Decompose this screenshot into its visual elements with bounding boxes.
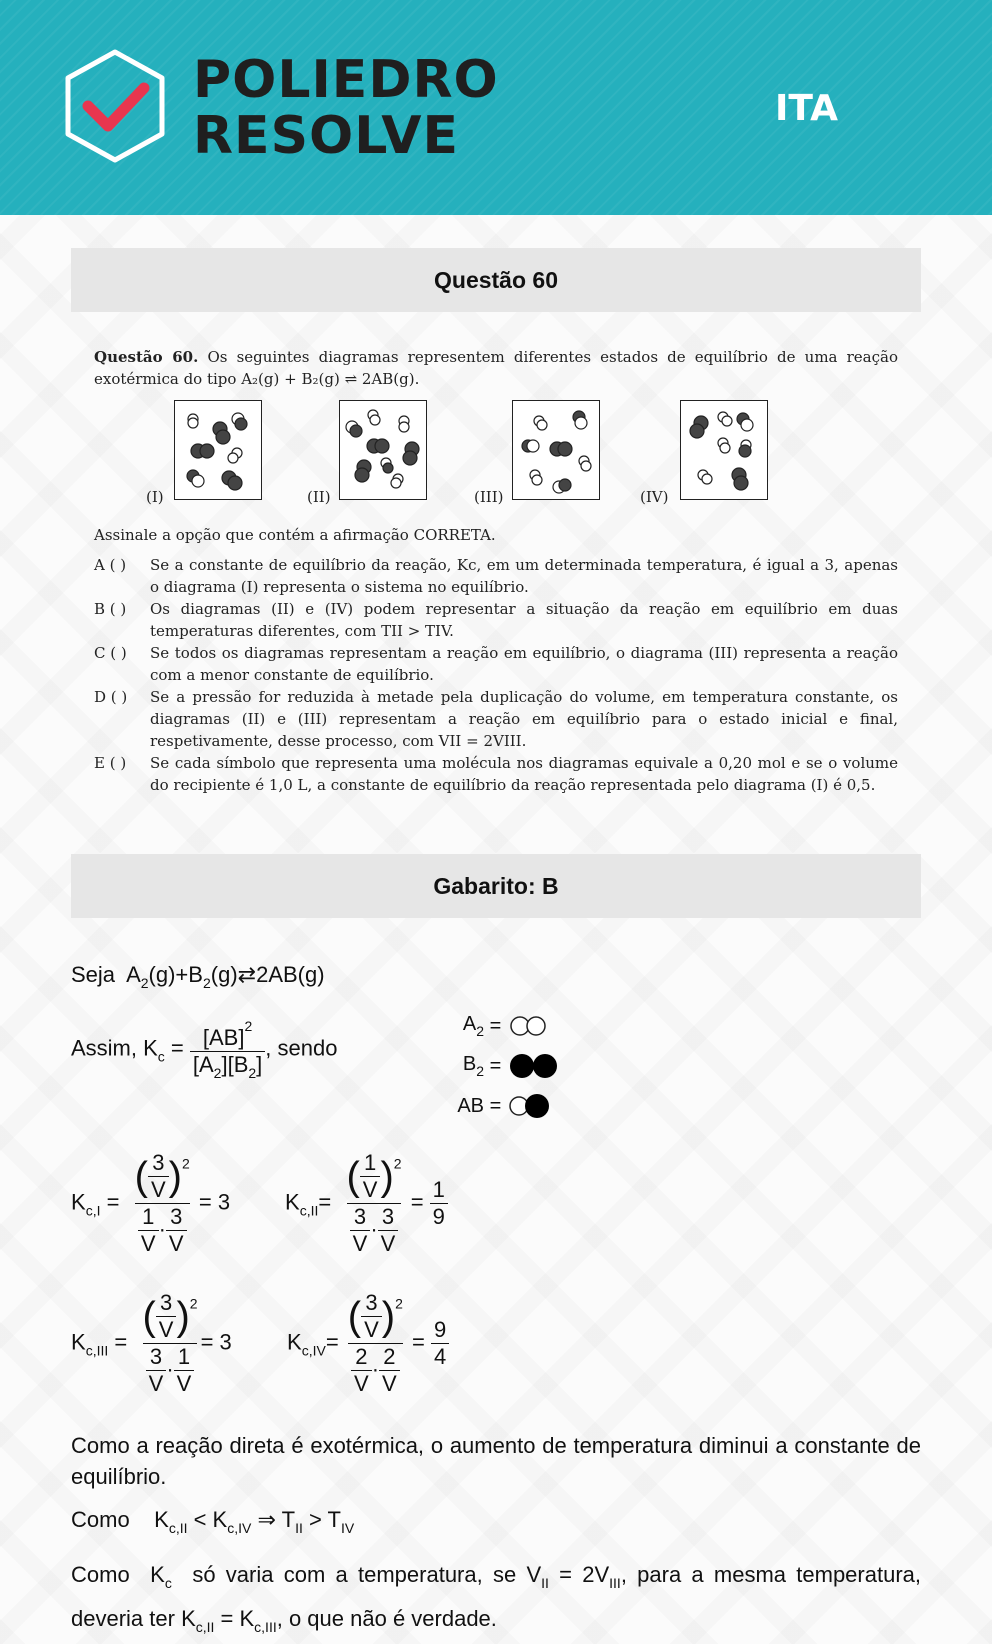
option-letter: E ( ) — [94, 754, 127, 772]
option-text: Se todos os diagramas representam a reação em equilíbrio, o diagrama (III) representa a reação com a menor constante de equilíbrio. — [150, 644, 898, 684]
reaction-equation — [71, 962, 325, 991]
diagram-label: (I) — [146, 488, 164, 506]
kc-1-calculation: $K_{c,I}$ = ( $\frac{3}{V}$ )$^2$ $\frac{1}{V}$ · $\frac{3}{V}$ = 3 — [71, 1150, 231, 1256]
kc-1-fraction: ( $\frac{3}{V}$ )$^2$ $\frac{1}{V}$ · $\frac{3}{V}$ — [134, 1150, 190, 1256]
diagram-2 — [307, 400, 427, 506]
reaction-part: (g)+B — [148, 962, 203, 987]
check-hexagon-icon — [62, 48, 168, 164]
kc-expression: Assim, $K_c$ = $\frac{[AB]^2}{[A_2][B_2]}$ , sendo — [71, 1018, 338, 1081]
a2-molecule-icon — [507, 1014, 553, 1038]
kc-4-calculation: $K_{c,IV}=$ ( $\frac{3}{V}$ )$^2$ $\frac{2}{V}$ · $\frac{2}{V}$ = $\frac{9}{4}$ — [287, 1290, 449, 1397]
kc-numerator: [AB]$^2$ — [202, 1018, 253, 1050]
molecules-box — [512, 400, 600, 500]
kc-fraction — [190, 1018, 265, 1081]
option-text: Se a constante de equilíbrio da reação, Kc, em um determinada temperatura, é igual a 3, apenas o diagrama (I) representa o sistema no equilíbrio. — [150, 556, 898, 596]
temperature-comparison: Como $K_{c,II} < K_{c,IV}$ ⇒ $T_{II} > T_{IV}$ — [71, 1507, 355, 1536]
kc-4-result: $\frac{9}{4}$ — [431, 1317, 449, 1370]
kc-2-calculation: $K_{c,II}=$ ( $\frac{1}{V}$ )$^2$ $\frac{3}{V}$ · $\frac{3}{V}$ = $\frac{1}{9}$ — [285, 1150, 448, 1257]
molecule-legend — [440, 1006, 565, 1126]
molecules-box — [174, 400, 262, 500]
option-c — [94, 642, 898, 686]
kc-4-fraction: ( $\frac{3}{V}$ )$^2$ $\frac{2}{V}$ · $\frac{2}{V}$ — [347, 1290, 403, 1396]
kc-1-result: = 3 — [198, 1189, 231, 1215]
kc-sub: c — [157, 1048, 165, 1065]
legend-b2 — [440, 1046, 565, 1086]
brand-line-2: RESOLVE — [193, 106, 459, 166]
answer-title-bar — [71, 854, 921, 918]
ab-molecule-icon — [507, 1092, 557, 1120]
option-text: Os diagramas (II) e (IV) podem representar a situação da reação em equilíbrio em duas temperaturas diferentes, com TII > TIV. — [150, 600, 898, 640]
reaction-part: 2AB(g) — [256, 962, 325, 987]
legend-eq: = — [489, 1054, 502, 1077]
question-title-bar — [71, 248, 921, 312]
kc-exp: 2 — [244, 1018, 253, 1034]
legend-label: AB — [457, 1094, 484, 1117]
legend-label: $B_2$ — [462, 1053, 484, 1079]
diagram-label: (III) — [474, 488, 504, 506]
molecules-box — [680, 400, 768, 500]
equilibrium-arrow: ⇄ — [237, 962, 257, 987]
explanation-paragraph-3: Como $K_c$ só varia com a temperatura, se $V_{II} = 2V_{III}$, para a mesma temperatura, deveria ter $K_{c,II} = K_{c,III}$, o que não é verdade. — [71, 1562, 921, 1635]
option-e — [94, 752, 898, 796]
seja-word: Seja — [71, 962, 116, 987]
assim-text: Assim, K — [71, 1035, 158, 1061]
equilibrium-diagrams — [94, 400, 898, 518]
legend-eq: = — [489, 1094, 502, 1117]
option-text: Se cada símbolo que representa uma molécula nos diagramas equivale a 0,20 mol e se o volume do recipiente é 1,0 L, a constante de equilíbrio da reação representada pelo diagrama (I) é 0,5. — [150, 754, 898, 794]
question-instruction: Assinale a opção que contém a afirmação CORRETA. — [94, 526, 496, 544]
option-a — [94, 554, 898, 598]
question-label: Questão 60. — [94, 348, 199, 366]
answer-options — [94, 554, 898, 796]
sendo-text: , sendo — [265, 1035, 338, 1061]
option-letter: D ( ) — [94, 688, 128, 706]
kc-3-calculation: $K_{c,III}$ = ( $\frac{3}{V}$ )$^2$ $\frac{3}{V}$ · $\frac{1}{V}$ = 3 — [71, 1290, 232, 1396]
option-b — [94, 598, 898, 642]
molecules-box — [339, 400, 427, 500]
legend-a2 — [440, 1006, 565, 1046]
kc-3-result: = 3 — [200, 1329, 232, 1355]
legend-ab — [440, 1086, 565, 1126]
exam-label: ITA — [774, 88, 838, 129]
kc-denominator: $[A_2][B_2]$ — [190, 1051, 265, 1081]
brand-line-1: POLIEDRO — [193, 50, 499, 110]
diagram-label: (IV) — [640, 488, 669, 506]
option-d — [94, 686, 898, 752]
reaction-part: A — [126, 962, 141, 987]
diagram-label: (II) — [307, 488, 331, 506]
b2-molecule-icon — [507, 1051, 565, 1081]
reaction-sub: 2 — [140, 975, 149, 991]
kc-3-fraction: ( $\frac{3}{V}$ )$^2$ $\frac{3}{V}$ · $\frac{1}{V}$ — [142, 1290, 198, 1396]
diagram-3 — [474, 400, 600, 506]
legend-label: $A_2$ — [462, 1013, 484, 1039]
option-text: Se a pressão for reduzida à metade pela duplicação do volume, em temperatura constante, os diagramas (II) e (III) representam a reação em equilíbrio para o estado inicial e final, respetivamente, desse processo, com VII = 2VIII. — [150, 688, 898, 750]
kc-2-fraction: ( $\frac{1}{V}$ )$^2$ $\frac{3}{V}$ · $\frac{3}{V}$ — [346, 1150, 402, 1256]
legend-eq: = — [489, 1014, 502, 1037]
reaction-sub: 2 — [202, 975, 211, 991]
diagram-1 — [146, 400, 262, 506]
diagram-4 — [640, 400, 768, 506]
question-intro — [94, 346, 898, 390]
option-letter: B ( ) — [94, 600, 127, 618]
question-intro-text: Os seguintes diagramas representem diferentes estados de equilíbrio de uma reação exotérmica do tipo A₂(g) + B₂(g) ⇌ 2AB(g). — [94, 348, 898, 388]
option-letter: C ( ) — [94, 644, 127, 662]
option-letter: A ( ) — [94, 556, 127, 574]
question-title: Questão 60 — [434, 266, 558, 293]
kc-2-result: $\frac{1}{9}$ — [430, 1177, 448, 1230]
header-banner — [0, 0, 992, 215]
question-statement — [94, 346, 898, 796]
brand-logotype — [193, 52, 499, 164]
answer-title: Gabarito: B — [433, 872, 559, 899]
explanation-paragraph-1: Como a reação direta é exotérmica, o aumento de temperatura diminui a constante de equilíbrio. — [71, 1433, 921, 1489]
reaction-part: (g) — [210, 962, 238, 987]
como-text: Como — [71, 1507, 130, 1532]
